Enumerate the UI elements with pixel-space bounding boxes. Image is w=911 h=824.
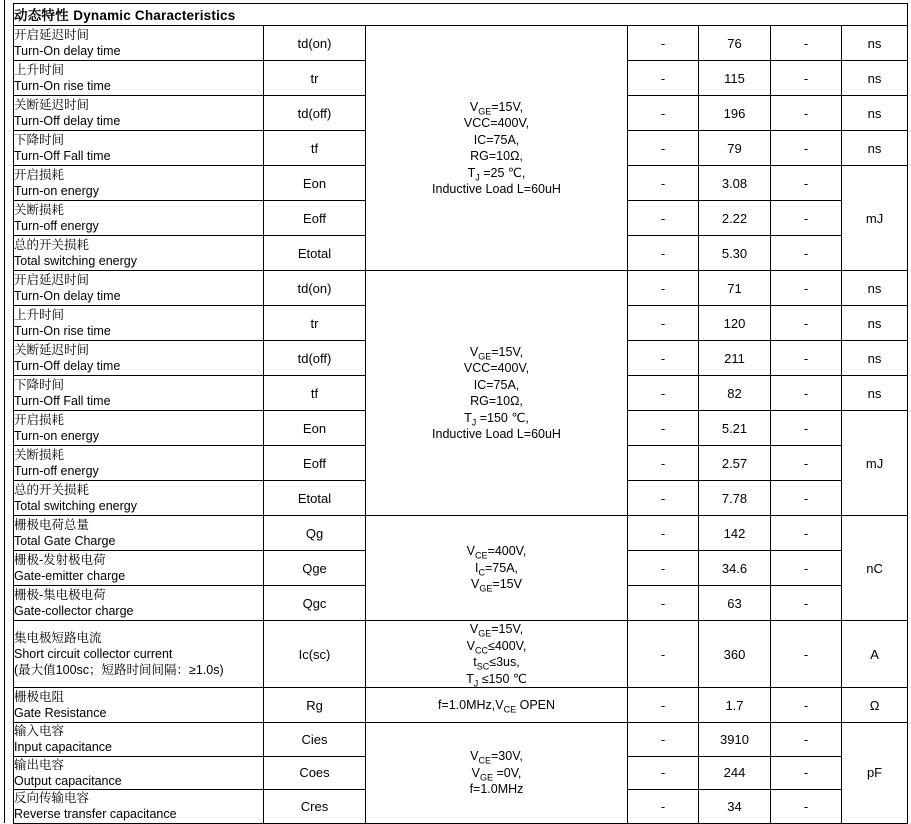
typ-value-cell: 196: [699, 96, 771, 131]
table-row-Qg: [14, 516, 908, 551]
condition-line: $T_J =25$ ℃,: [467, 165, 526, 182]
parameter-cell: [14, 341, 264, 376]
condition-line: $V_{CE}=30V$,: [470, 749, 523, 766]
typ-value-cell: 3.08: [699, 166, 771, 201]
min-value-cell: -: [628, 516, 699, 551]
unit-cell: ns: [842, 306, 908, 341]
condition-line: $V_{GE}=15V$: [471, 577, 522, 594]
symbol-cell: Qg: [264, 516, 366, 551]
symbol-cell: Qge: [264, 551, 366, 586]
unit-cell: mJ: [842, 411, 908, 516]
parameter-name-zh: 上升时间: [14, 62, 65, 77]
condition-line: VCC=400V,: [463, 116, 530, 130]
min-value-cell: -: [628, 131, 699, 166]
unit-cell: nC: [842, 516, 908, 621]
symbol-cell: Eon: [264, 166, 366, 201]
parameter-cell: [14, 790, 264, 824]
min-value-cell: -: [628, 688, 699, 723]
symbol-cell: Etotal: [264, 481, 366, 516]
page-left-rule: [4, 0, 5, 823]
max-value-cell: -: [771, 271, 842, 306]
min-value-cell: -: [628, 271, 699, 306]
symbol-cell: Qgc: [264, 586, 366, 621]
condition-line: f=1.0MHz: [469, 782, 524, 796]
parameter-note: (最大值100sc；短路时间间隔：≥1.0s): [14, 663, 224, 678]
typ-value-cell: 34.6: [699, 551, 771, 586]
condition-line: RG=10Ω,: [470, 394, 523, 408]
parameter-name-zh: 上升时间: [14, 307, 65, 322]
unit-cell: A: [842, 621, 908, 688]
parameter-cell: [14, 306, 264, 341]
parameter-name-zh: 栅极-集电极电荷: [14, 587, 106, 602]
max-value-cell: -: [771, 621, 842, 688]
parameter-cell: [14, 271, 264, 306]
parameter-name-zh: 栅极-发射极电荷: [14, 552, 106, 567]
parameter-name-zh: 关断延迟时间: [14, 97, 90, 112]
typ-value-cell: 34: [699, 790, 771, 824]
parameter-name-en: Turn-Off Fall time: [14, 149, 111, 163]
table-row-td(on): [14, 26, 908, 61]
test-conditions-cell: [366, 621, 628, 688]
parameter-name-en: Gate-emitter charge: [14, 569, 126, 583]
max-value-cell: -: [771, 586, 842, 621]
parameter-cell: [14, 131, 264, 166]
typ-value-cell: 2.22: [699, 201, 771, 236]
test-conditions-cell: [366, 688, 628, 723]
symbol-cell: Eoff: [264, 201, 366, 236]
min-value-cell: -: [628, 201, 699, 236]
min-value-cell: -: [628, 756, 699, 790]
parameter-name-en: Total switching energy: [14, 254, 137, 268]
min-value-cell: -: [628, 236, 699, 271]
max-value-cell: -: [771, 790, 842, 824]
parameter-name-en: Total switching energy: [14, 499, 137, 513]
test-conditions-cell: [366, 271, 628, 516]
condition-subscript: J: [473, 678, 479, 688]
max-value-cell: -: [771, 516, 842, 551]
dynamic-characteristics-table: [13, 3, 908, 824]
typ-value-cell: 244: [699, 756, 771, 790]
max-value-cell: -: [771, 723, 842, 757]
max-value-cell: -: [771, 61, 842, 96]
max-value-cell: -: [771, 201, 842, 236]
parameter-cell: [14, 236, 264, 271]
min-value-cell: -: [628, 551, 699, 586]
max-value-cell: -: [771, 551, 842, 586]
condition-subscript: SC: [476, 661, 490, 672]
symbol-cell: Cies: [264, 723, 366, 757]
parameter-name-en: Turn-on energy: [14, 429, 99, 443]
condition-subscript: GE: [478, 351, 492, 361]
parameter-name-en: Turn-off energy: [14, 219, 99, 233]
typ-value-cell: 115: [699, 61, 771, 96]
min-value-cell: -: [628, 341, 699, 376]
unit-cell: ns: [842, 26, 908, 61]
max-value-cell: -: [771, 481, 842, 516]
unit-cell: mJ: [842, 166, 908, 271]
typ-value-cell: 5.21: [699, 411, 771, 446]
table-row-td(on): [14, 271, 908, 306]
parameter-cell: [14, 61, 264, 96]
parameter-cell: [14, 96, 264, 131]
typ-value-cell: 211: [699, 341, 771, 376]
parameter-name-en: Reverse transfer capacitance: [14, 807, 177, 822]
symbol-cell: tr: [264, 306, 366, 341]
parameter-cell: [14, 551, 264, 586]
parameter-name-en: Turn-On rise time: [14, 79, 111, 93]
min-value-cell: -: [628, 61, 699, 96]
min-value-cell: -: [628, 723, 699, 757]
parameter-name-zh: 开启损耗: [14, 412, 65, 427]
table-row-Ic(sc): [14, 621, 908, 688]
symbol-cell: Eon: [264, 411, 366, 446]
symbol-cell: Eoff: [264, 446, 366, 481]
unit-cell: ns: [842, 376, 908, 411]
test-conditions-cell: [366, 26, 628, 271]
typ-value-cell: 142: [699, 516, 771, 551]
unit-cell: ns: [842, 271, 908, 306]
condition-line: $V_{GE} =0V$,: [471, 765, 522, 782]
typ-value-cell: 2.57: [699, 446, 771, 481]
condition-line: Inductive Load L=60uH: [432, 182, 561, 196]
parameter-name-en: Turn-on energy: [14, 184, 99, 198]
condition-line: $V_{GE}=15V$,: [469, 99, 524, 116]
section-title-en: Dynamic Characteristics: [73, 8, 236, 23]
parameter-name-zh: 输出电容: [14, 757, 65, 772]
parameter-cell: [14, 376, 264, 411]
unit-cell: Ω: [842, 688, 908, 723]
condition-line: $V_{GE}=15V$,: [469, 622, 524, 639]
parameter-name-zh: 总的开关损耗: [14, 482, 90, 497]
condition-subscript: CE: [503, 704, 517, 715]
condition-subscript: CE: [478, 755, 491, 766]
symbol-cell: tr: [264, 61, 366, 96]
parameter-cell: [14, 411, 264, 446]
parameter-name-zh: 关断延迟时间: [14, 342, 90, 357]
typ-value-cell: 5.30: [699, 236, 771, 271]
parameter-name-en: Total Gate Charge: [14, 534, 116, 548]
min-value-cell: -: [628, 26, 699, 61]
table-row-Rg: [14, 688, 908, 723]
condition-line: $t_{SC}\le 3us$,: [473, 655, 520, 672]
parameter-cell: [14, 516, 264, 551]
condition-line: IC=75A,: [473, 377, 520, 392]
min-value-cell: -: [628, 790, 699, 824]
parameter-name-zh: 关断损耗: [14, 202, 65, 217]
max-value-cell: -: [771, 166, 842, 201]
typ-value-cell: 360: [699, 621, 771, 688]
max-value-cell: -: [771, 236, 842, 271]
parameter-name-en: Turn-On delay time: [14, 44, 121, 58]
section-title-zh: 动态特性: [14, 8, 69, 23]
test-conditions-cell: [366, 516, 628, 621]
parameter-cell: [14, 166, 264, 201]
min-value-cell: -: [628, 166, 699, 201]
parameter-name-zh: 反向传输电容: [14, 791, 90, 805]
condition-subscript: GE: [478, 106, 492, 116]
characteristics-table-body: [14, 4, 908, 824]
symbol-cell: tf: [264, 376, 366, 411]
condition-subscript: C: [478, 567, 485, 578]
unit-cell: ns: [842, 96, 908, 131]
parameter-name-zh: 关断损耗: [14, 447, 65, 462]
condition-line: VCC=400V,: [463, 361, 530, 375]
max-value-cell: -: [771, 341, 842, 376]
parameter-cell: [14, 446, 264, 481]
parameter-cell: [14, 688, 264, 723]
parameter-cell: [14, 723, 264, 757]
min-value-cell: -: [628, 96, 699, 131]
condition-subscript: J: [471, 417, 477, 427]
parameter-name-en: Gate-collector charge: [14, 604, 134, 618]
symbol-cell: td(off): [264, 341, 366, 376]
parameter-name-en: Turn-Off delay time: [14, 359, 121, 373]
parameter-name-zh: 栅极电阻: [14, 689, 65, 704]
condition-line: $T_J \le 150$ ℃: [466, 671, 527, 688]
parameter-name-en: Turn-On rise time: [14, 324, 111, 338]
parameter-name-zh: 栅极电荷总量: [14, 517, 90, 532]
unit-cell: ns: [842, 341, 908, 376]
parameter-name-zh: 下降时间: [14, 132, 65, 147]
typ-value-cell: 63: [699, 586, 771, 621]
unit-cell: pF: [842, 723, 908, 824]
condition-subscript: J: [475, 172, 480, 182]
parameter-name-en: Turn-off energy: [14, 464, 99, 478]
symbol-cell: td(on): [264, 26, 366, 61]
parameter-name-en: Output capacitance: [14, 773, 122, 788]
max-value-cell: -: [771, 446, 842, 481]
table-row-Cies: [14, 723, 908, 757]
parameter-name-zh: 输入电容: [14, 724, 65, 738]
condition-subscript: GE: [479, 772, 493, 782]
min-value-cell: -: [628, 586, 699, 621]
parameter-cell: [14, 756, 264, 790]
typ-value-cell: 76: [699, 26, 771, 61]
symbol-cell: Ic(sc): [264, 621, 366, 688]
condition-subscript: GE: [479, 583, 493, 594]
condition-line: $I_C=75A$,: [475, 560, 518, 578]
parameter-cell: [14, 621, 264, 688]
max-value-cell: -: [771, 131, 842, 166]
condition-line: IC=75A,: [473, 132, 520, 147]
typ-value-cell: 7.78: [699, 481, 771, 516]
typ-value-cell: 79: [699, 131, 771, 166]
unit-cell: ns: [842, 61, 908, 96]
parameter-name-zh: 总的开关损耗: [14, 237, 90, 252]
typ-value-cell: 71: [699, 271, 771, 306]
condition-line: $V_{CE}=400V$,: [466, 544, 527, 561]
condition-subscript: CE: [475, 550, 488, 561]
parameter-name-zh: 开启延迟时间: [14, 27, 90, 42]
min-value-cell: -: [628, 446, 699, 481]
test-conditions-cell: [366, 723, 628, 824]
min-value-cell: -: [628, 376, 699, 411]
max-value-cell: -: [771, 411, 842, 446]
parameter-name-en: Turn-Off delay time: [14, 114, 121, 128]
max-value-cell: -: [771, 26, 842, 61]
min-value-cell: -: [628, 306, 699, 341]
symbol-cell: td(off): [264, 96, 366, 131]
symbol-cell: Cres: [264, 790, 366, 824]
typ-value-cell: 3910: [699, 723, 771, 757]
parameter-name-en: Turn-On delay time: [14, 289, 121, 303]
condition-line: $V_{CC}\le 400V$,: [466, 638, 527, 655]
parameter-name-zh: 集电极短路电流: [14, 630, 102, 645]
symbol-cell: Etotal: [264, 236, 366, 271]
typ-value-cell: 82: [699, 376, 771, 411]
max-value-cell: -: [771, 96, 842, 131]
condition-line: $T_J =150$ ℃,: [464, 410, 529, 427]
typ-value-cell: 1.7: [699, 688, 771, 723]
table-title-row: [14, 4, 908, 26]
symbol-cell: tf: [264, 131, 366, 166]
parameter-name-en: Gate Resistance: [14, 706, 107, 720]
parameter-name-zh: 开启损耗: [14, 167, 65, 182]
condition-subscript: CC: [474, 645, 488, 655]
condition-line: $V_{GE}=15V$,: [469, 344, 524, 361]
parameter-name-en: Turn-Off Fall time: [14, 394, 111, 408]
parameter-name-en: Short circuit collector current: [14, 646, 173, 661]
parameter-cell: [14, 481, 264, 516]
min-value-cell: -: [628, 481, 699, 516]
table-title-cell: [14, 4, 908, 26]
parameter-cell: [14, 586, 264, 621]
unit-cell: ns: [842, 131, 908, 166]
condition-line: RG=10Ω,: [470, 149, 523, 163]
typ-value-cell: 120: [699, 306, 771, 341]
parameter-name-en: Input capacitance: [14, 740, 112, 755]
max-value-cell: -: [771, 306, 842, 341]
min-value-cell: -: [628, 621, 699, 688]
parameter-cell: [14, 201, 264, 236]
symbol-cell: td(on): [264, 271, 366, 306]
max-value-cell: -: [771, 688, 842, 723]
condition-line: $f=1.0MHz,V_{CE}$ OPEN: [437, 697, 556, 715]
condition-line: Inductive Load L=60uH: [432, 427, 561, 441]
symbol-cell: Rg: [264, 688, 366, 723]
condition-subscript: GE: [478, 628, 492, 639]
min-value-cell: -: [628, 411, 699, 446]
parameter-cell: [14, 26, 264, 61]
parameter-name-zh: 下降时间: [14, 377, 65, 392]
max-value-cell: -: [771, 376, 842, 411]
parameter-name-zh: 开启延迟时间: [14, 272, 90, 287]
symbol-cell: Coes: [264, 756, 366, 790]
max-value-cell: -: [771, 756, 842, 790]
